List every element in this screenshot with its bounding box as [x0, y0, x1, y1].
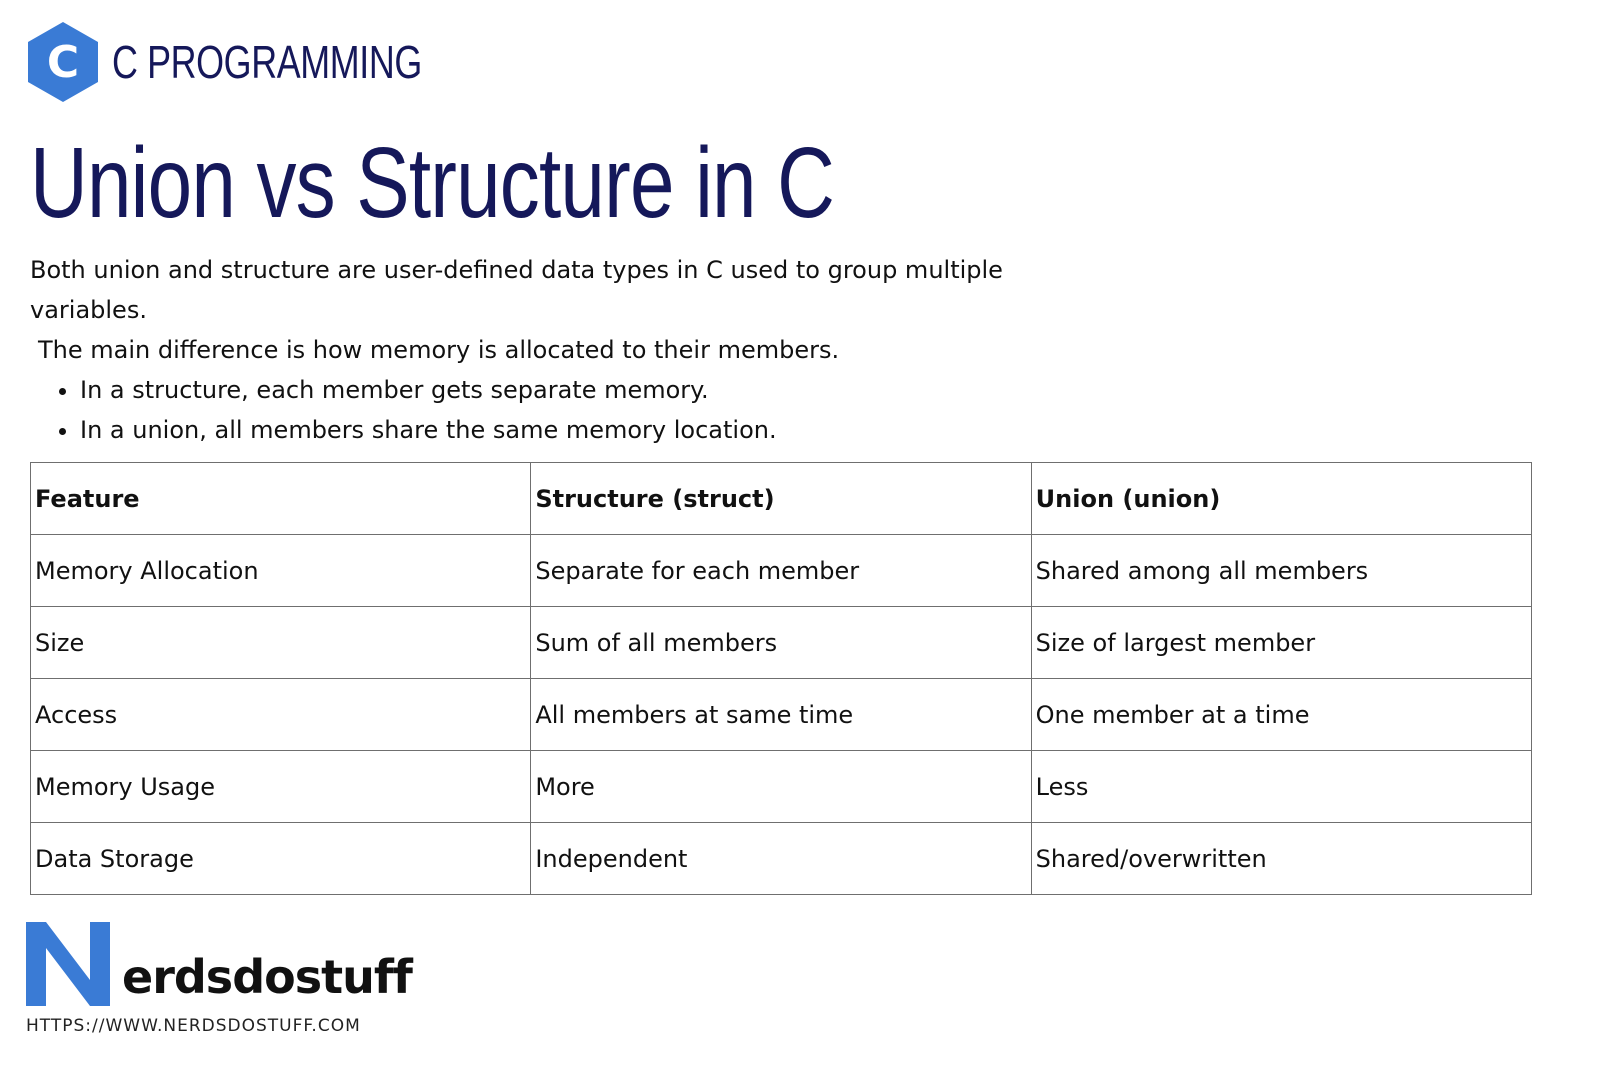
brand-wordmark: erdsdostuff	[122, 950, 412, 1004]
column-header-feature: Feature	[31, 463, 531, 535]
table-row	[31, 535, 1532, 607]
table-cell-union: Shared among all members	[1031, 535, 1531, 607]
table-cell-structure: All members at same time	[531, 679, 1031, 751]
table-row	[31, 679, 1532, 751]
intro-paragraph: Both union and structure are user-defined data types in C used to group multiple variables.	[30, 256, 1003, 324]
brand-title: C PROGRAMMING	[112, 36, 422, 88]
site-header	[26, 20, 509, 104]
comparison-table	[30, 462, 1532, 895]
bullet-union: • In a union, all members share the same memory location.	[80, 410, 1070, 450]
footer-url: HTTPS://WWW.NERDSDOSTUFF.COM	[26, 1016, 361, 1036]
table-cell-structure: Sum of all members	[531, 607, 1031, 679]
footer-brand-logo	[26, 920, 412, 1010]
table-cell-feature: Access	[31, 679, 531, 751]
column-header-union: Union (union)	[1031, 463, 1531, 535]
table-cell-structure: Separate for each member	[531, 535, 1031, 607]
table-cell-union: Shared/overwritten	[1031, 823, 1531, 895]
table-row	[31, 751, 1532, 823]
intro-text	[30, 250, 1070, 450]
table-row	[31, 823, 1532, 895]
n-letter-logo-icon	[26, 922, 110, 1006]
table-cell-feature: Memory Allocation	[31, 535, 531, 607]
table-cell-union: Less	[1031, 751, 1531, 823]
page-title: Union vs Structure in C	[30, 127, 835, 239]
table-row	[31, 607, 1532, 679]
table-cell-structure: Independent	[531, 823, 1031, 895]
table-header-row	[31, 463, 1532, 535]
table-cell-union: Size of largest member	[1031, 607, 1531, 679]
table-cell-union: One member at a time	[1031, 679, 1531, 751]
intro-difference: The main difference is how memory is allocated to their members.	[38, 336, 840, 364]
intro-bullet-list	[30, 370, 1070, 450]
table-cell-structure: More	[531, 751, 1031, 823]
bullet-structure: • In a structure, each member gets separate memory.	[80, 370, 1070, 410]
table-cell-feature: Data Storage	[31, 823, 531, 895]
c-logo-letter: C	[46, 37, 80, 88]
column-header-structure: Structure (struct)	[531, 463, 1031, 535]
c-hexagon-logo-icon	[26, 20, 100, 104]
table-cell-feature: Size	[31, 607, 531, 679]
table-cell-feature: Memory Usage	[31, 751, 531, 823]
